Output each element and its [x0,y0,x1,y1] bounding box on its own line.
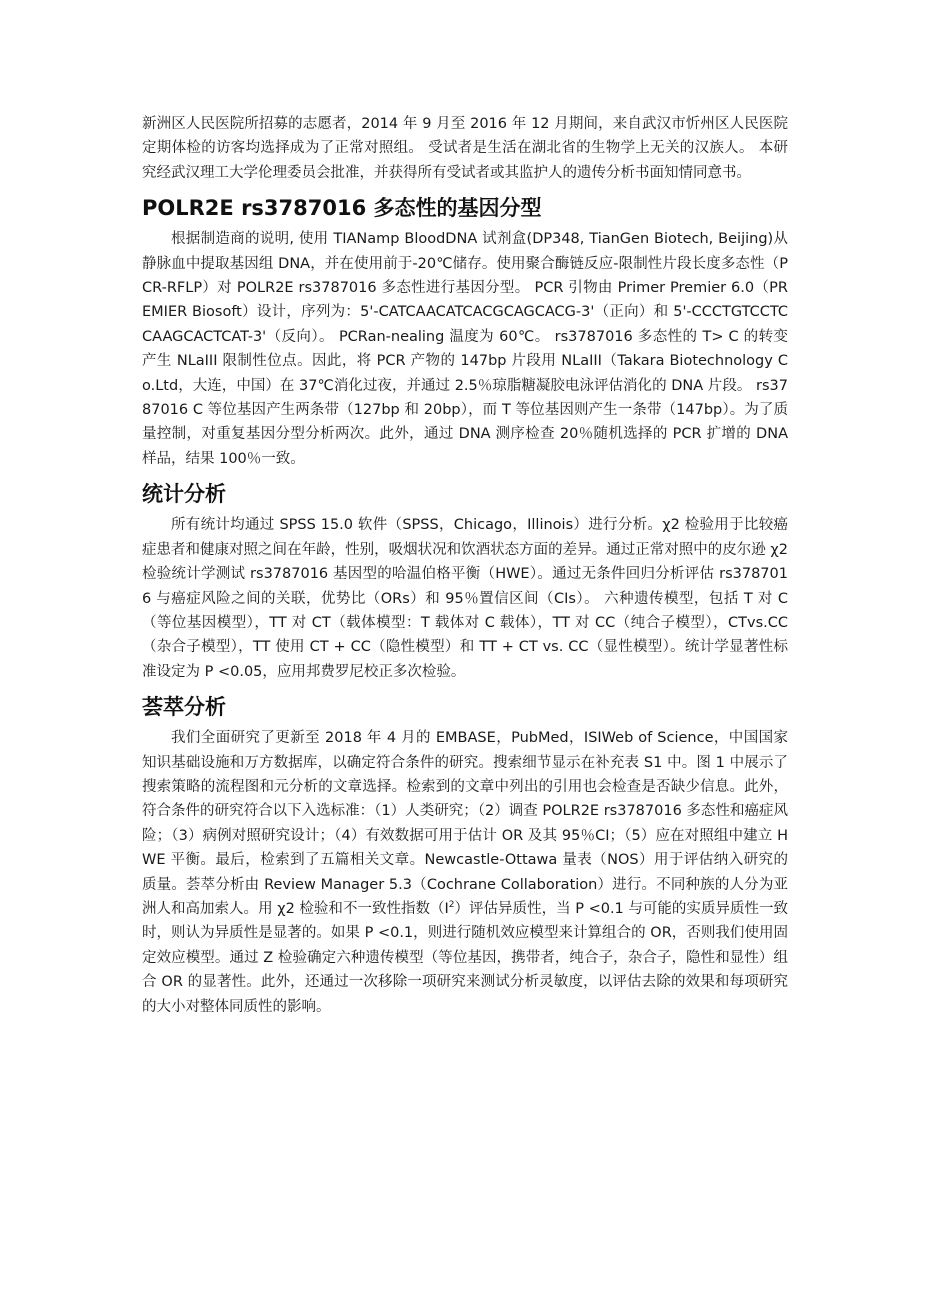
i-squared-superscript: 2 [448,900,455,911]
intro-paragraph: 新洲区人民医院所招募的志愿者，2014 年 9 月至 2016 年 12 月期间，来自武汉市忻州区人民医院定期体检的访客均选择成为了正常对照组。 受试者是生活在湖北省的生物学上无关的汉族人。 本研究经武汉理工大学伦理委员会批准，并获得所有受试者或其监护人的遗传分析书面知情同意书。 [142,116,788,181]
statistics-paragraph: 所有统计均通过 SPSS 15.0 软件（SPSS，Chicago，Illinois）进行分析。χ2 检验用于比较癌症患者和健康对照之间在年龄，性别，吸烟状况和饮酒状态方面的差异。通过正常对照中的皮尔逊 χ2 检验统计学测试 rs3787016 基因型的哈温伯格平衡（HWE）。通过无条件回归分析评估 rs3787016 与癌症风险之间的关联，优势比（ORs）和 95％置信区间（CIs）。 六种遗传模型，包括 T 对 C（等位基因模型），TT 对 CT（载体模型：T 载体对 C 载体），TT 对 CC（纯合子模型），CTvs.CC（杂合子模型），TT 使用 CT + CC（隐性模型）和 TT + CT vs. CC（显性模型）。统计学显著性标准设定为 P <0.05，应用邦费罗尼校正多次检验。 [142,517,788,680]
statistics-heading: 统计分析 [142,482,226,507]
document-page [142,112,788,1019]
meta-analysis-paragraph [142,726,788,1019]
meta-analysis-heading: 荟萃分析 [142,695,226,720]
meta-analysis-text-part1: 我们全面研究了更新至 2018 年 4 月的 EMBASE，PubMed，ISIWeb of Science，中国国家知识基础设施和万方数据库，以确定符合条件的研究。搜索细节显示在补充表 S1 中。图 1 中展示了搜索策略的流程图和元分析的文章选择。检索到的文章中列出的引用也会检查是否缺少信息。此外，符合条件的研究符合以下入选标准：（1）人类研究；（2）调查 POLR2E rs3787016 多态性和癌症风险；（3）病例对照研究设计；（4）有效数据可用于估计 OR 及其 95％CI；（5）应在对照组中建立 HWE 平衡。最后，检索到了五篇相关文章。Newcastle-Ottawa 量表（NOS）用于评估纳入研究的质量。荟萃分析由 Review Manager 5.3（Cochrane Collaboration）进行。不同种族的人分为亚洲人和高加索人。用 χ2 检验和不一致性指数（I [142,730,788,917]
meta-analysis-text-part2: ）评估异质性，当 P <0.1 与可能的实质异质性一致时，则认为异质性是显著的。如果 P <0.1，则进行随机效应模型来计算组合的 OR，否则我们使用固定效应模型。通过 Z 检验确定六种遗传模型（等位基因，携带者，纯合子，杂合子，隐性和显性）组合 OR 的显著性。此外，还通过一次移除一项研究来测试分析灵敏度，以评估去除的效果和每项研究的大小对整体同质性的影响。 [142,900,788,1015]
genotyping-paragraph: 根据制造商的说明, 使用 TIANamp BloodDNA 试剂盒(DP348, TianGen Biotech, Beijing)从静脉血中提取基因组 DNA，并在使用前于-20℃储存。使用聚合酶链反应-限制性片段长度多态性（PCR-RFLP）对 POLR2E rs3787016 多态性进行基因分型。 PCR 引物由 Primer Premier 6.0（PREMIER Biosoft）设计，序列为：5'-CATCAACATCACGCAGCACG-3'（正向）和 5'-CCCTGTCCTCCAAGCACTCAT-3'（反向）。 PCRan-nealing 温度为 60℃。 rs3787016 多态性的 T> C 的转变产生 NLaIII 限制性位点。因此，将 PCR 产物的 147bp 片段用 NLaIII（Takara Biotechnology Co.Ltd，大连，中国）在 37℃消化过夜，并通过 2.5％琼脂糖凝胶电泳评估消化的 DNA 片段。 rs3787016 C 等位基因产生两条带（127bp 和 20bp），而 T 等位基因则产生一条带（147bp）。为了质量控制，对重复基因分型分析两次。此外，通过 DNA 测序检查 20％随机选择的 PCR 扩增的 DNA 样品，结果 100％一致。 [142,231,788,467]
genotyping-heading: POLR2E rs3787016 多态性的基因分型 [142,196,542,221]
